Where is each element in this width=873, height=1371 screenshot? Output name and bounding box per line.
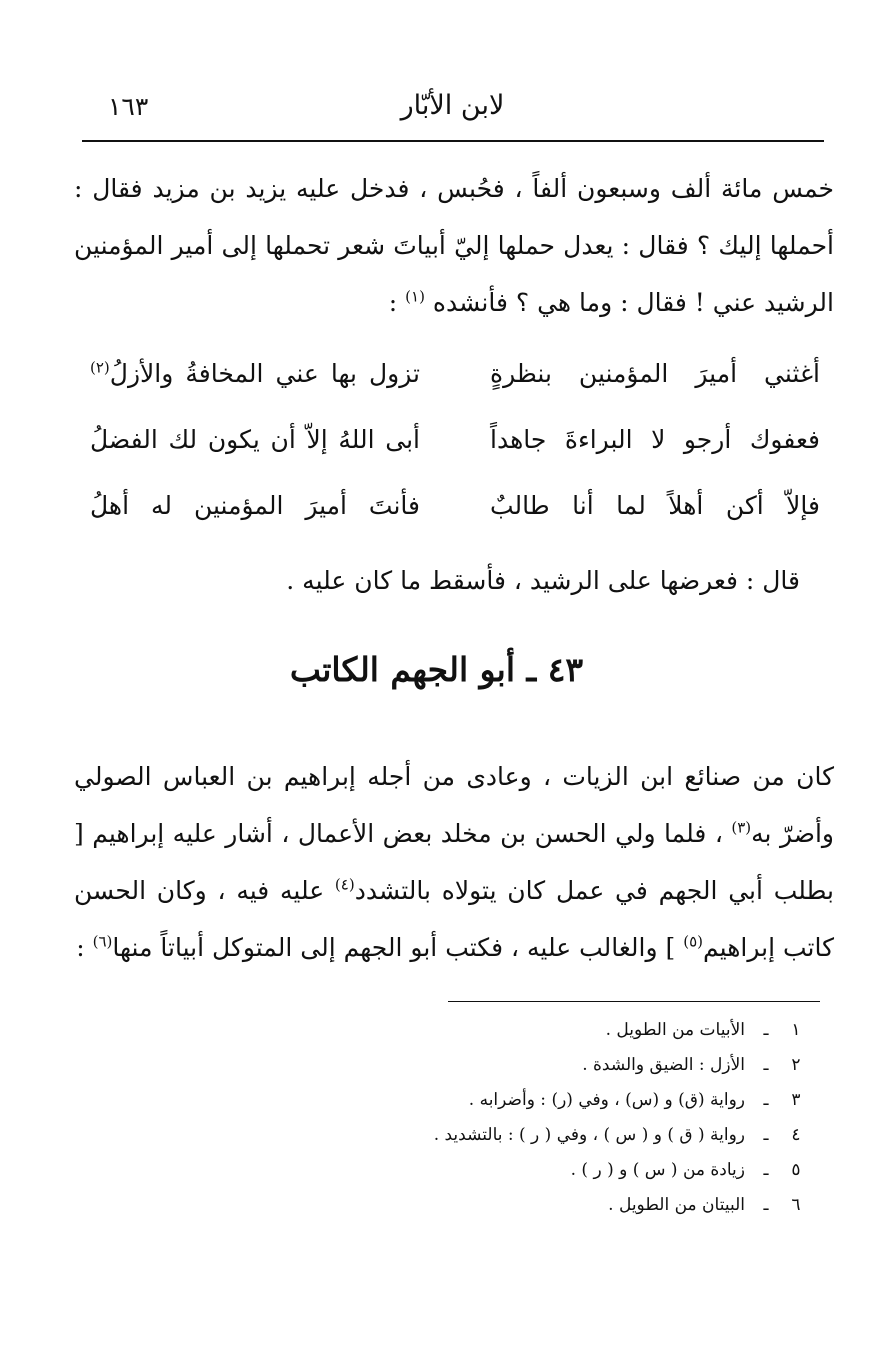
page-header [80, 86, 825, 134]
footnote-item [105, 1188, 805, 1223]
paragraph-text: عليه فيه ، وكان الحسن كاتب إبراهيم [74, 876, 834, 962]
footnotes [105, 1013, 805, 1223]
header-rule [82, 140, 824, 142]
footnote-item [105, 1013, 805, 1048]
verse-left-hemistich: أبى اللهُ إلاّ أن يكون لك الفضلُ [90, 425, 420, 454]
paragraph-text-tail: : [388, 288, 398, 317]
verse-left-text: تزول بها عني المخافةُ والأزلُ [109, 359, 420, 388]
footnote-number: ٥ [791, 1160, 801, 1180]
footnote-item [105, 1118, 805, 1153]
section-heading [0, 650, 873, 689]
footnote-dash: ـ [763, 1195, 769, 1215]
footnote-text: البيتان من الطويل . [608, 1195, 745, 1215]
footnote-text: رواية (ق) و (س) ، وفي (ر) : وأضرابه . [468, 1090, 745, 1110]
section-dash: ـ [526, 650, 537, 689]
opening-paragraph [74, 160, 834, 331]
section-paragraph [74, 748, 834, 976]
footnote-dash: ـ [763, 1090, 769, 1110]
footnote-text: الأبيات من الطويل . [605, 1020, 745, 1040]
verse-line [90, 478, 820, 544]
poem [90, 346, 820, 544]
footnote-marker: (٦) [92, 932, 113, 951]
verse-line [90, 412, 820, 478]
paragraph-text: : [76, 933, 93, 962]
post-verse-sentence: قال : فعرضها على الرشيد ، فأسقط ما كان عليه . [286, 566, 800, 595]
footnote-number: ٣ [791, 1090, 801, 1110]
footnote-marker: (٤) [334, 875, 355, 894]
footnote-text: زيادة من ( س ) و ( ر ) . [570, 1160, 745, 1180]
section-number: ٤٣ [547, 650, 584, 689]
verse-left-hemistich: فأنتَ أميرَ المؤمنين له أهلُ [90, 491, 420, 520]
page-number: ١٦٣ [108, 92, 149, 121]
footnote-text: الأزل : الضيق والشدة . [582, 1055, 745, 1075]
footnote-number: ٢ [791, 1055, 801, 1075]
footnote-text: رواية ( ق ) و ( س ) ، وفي ( ر ) : بالتشديد . [433, 1125, 745, 1145]
running-head: لابن الأبّار [400, 90, 505, 121]
verse-right-hemistich: فإلاّ أكن أهلاً لما أنا طالبٌ [490, 491, 820, 520]
footnote-marker: (٢) [90, 358, 110, 377]
verse-left-hemistich [90, 346, 420, 412]
footnote-item [105, 1048, 805, 1083]
footnote-number: ٦ [791, 1195, 801, 1215]
footnote-marker: (١) [405, 287, 425, 306]
footnote-marker: (٣) [731, 818, 752, 837]
paragraph-text: كان من صنائع ابن الزيات ، وعادى من أجله إبراهيم بن العباس الصولي وأضرّ به [74, 762, 834, 848]
verse-right-hemistich: فعفوك أرجو لا البراءةَ جاهداً [490, 425, 820, 454]
paragraph-text: ] والغالب عليه ، فكتب أبو الجهم إلى المتوكل أبياتاً منها [112, 933, 684, 962]
paragraph-text: ، فلما ولي الحسن بن مخلد بعض الأعمال ، أشار عليه إبراهيم [ بطلب أبي الجهم في عمل كان يتولاه بالتشدد [74, 819, 834, 905]
section-title-text: أبو الجهم الكاتب [289, 650, 516, 689]
footnote-dash: ـ [763, 1020, 769, 1040]
verse-right-hemistich: أغثني أميرَ المؤمنين بنظرةٍ [490, 359, 820, 388]
footnote-item [105, 1153, 805, 1188]
verse-line [90, 346, 820, 412]
footnote-number: ٤ [791, 1125, 801, 1145]
footnote-number: ١ [791, 1020, 801, 1040]
footnote-dash: ـ [763, 1055, 769, 1075]
footnote-item [105, 1083, 805, 1118]
paragraph-text: خمس مائة ألف وسبعون ألفاً ، فحُبس ، فدخل عليه يزيد بن مزيد فقال : أحملها إليك ؟ فقال : يعدل حملها إليّ أبياتَ شعر تحملها إلى أمير المؤمنين الرشيد عني ! فقال : وما هي ؟ فأنشده [74, 174, 834, 317]
footnote-dash: ـ [763, 1125, 769, 1145]
footnotes-rule [448, 1001, 820, 1002]
footnote-marker: (٥) [683, 932, 704, 951]
footnote-dash: ـ [763, 1160, 769, 1180]
